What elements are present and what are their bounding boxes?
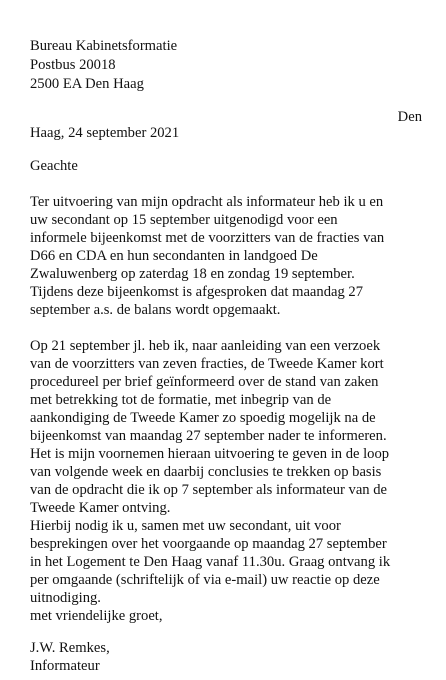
paragraph2-line: van de voorzitters van zeven fracties, de Tweede Kamer kort [30,356,384,372]
letter-date: Haag, 24 september 2021 [30,125,180,141]
paragraph2-line: van de opdracht die ik op 7 september als informateur van de [30,482,388,498]
paragraph1-line: Tijdens deze bijeenkomst is afgesproken dat maandag 27 [30,284,364,300]
paragraph1-line: Ter uitvoering van mijn opdracht als informateur heb ik u en [30,194,384,210]
paragraph2-line: in het Logement te Den Haag vanaf 11.30u. Graag ontvang ik [30,554,391,570]
paragraph1-line: uw secondant op 15 september uitgenodigd voor een [30,212,338,228]
paragraph1-line: september a.s. de balans wordt opgemaakt. [30,302,281,318]
paragraph2-line: Tweede Kamer ontving. [30,500,171,516]
paragraph1-line: informele bijeenkomst met de voorzitters van de fracties van [30,230,385,246]
signature-title: Informateur [30,658,100,674]
paragraph2-line: van volgende week en daarbij conclusies te trekken op basis [30,464,382,480]
paragraph2-line: per omgaande (schriftelijk of via e-mail) uw reactie op deze [30,572,380,588]
place-right: Den [397,109,422,125]
closing-line: met vriendelijke groet, [30,608,163,624]
paragraph2-line: Hierbij nodig ik u, samen met uw secondant, uit voor [30,518,341,534]
paragraph2-line: Op 21 september jl. heb ik, naar aanleiding van een verzoek [30,338,381,354]
address-line-3: 2500 EA Den Haag [30,76,144,92]
address-line-2: Postbus 20018 [30,57,116,73]
paragraph1-line: D66 en CDA en hun secondanten in landgoed De [30,248,318,264]
paragraph2-line: besprekingen over het voorgaande op maandag 27 september [30,536,387,552]
paragraph1-line: Zwaluwenberg op zaterdag 18 en zondag 19 september. [30,266,355,282]
paragraph2-line: uitnodiging. [30,590,101,606]
paragraph2-line: bijeenkomst van maandag 27 september nader te informeren. [30,428,387,444]
paragraph2-line: procedureel per brief geïnformeerd over de stand van zaken [30,374,379,390]
salutation: Geachte [30,158,78,174]
paragraph2-line: met betrekking tot de formatie, met inbegrip van de [30,392,332,408]
paragraph2-line: aankondiging de Tweede Kamer zo spoedig mogelijk na de [30,410,376,426]
address-line-1: Bureau Kabinetsformatie [30,38,178,54]
paragraph2-line: Het is mijn voornemen hieraan uitvoering te geven in de loop [30,446,390,462]
signature-name: J.W. Remkes, [30,640,110,656]
